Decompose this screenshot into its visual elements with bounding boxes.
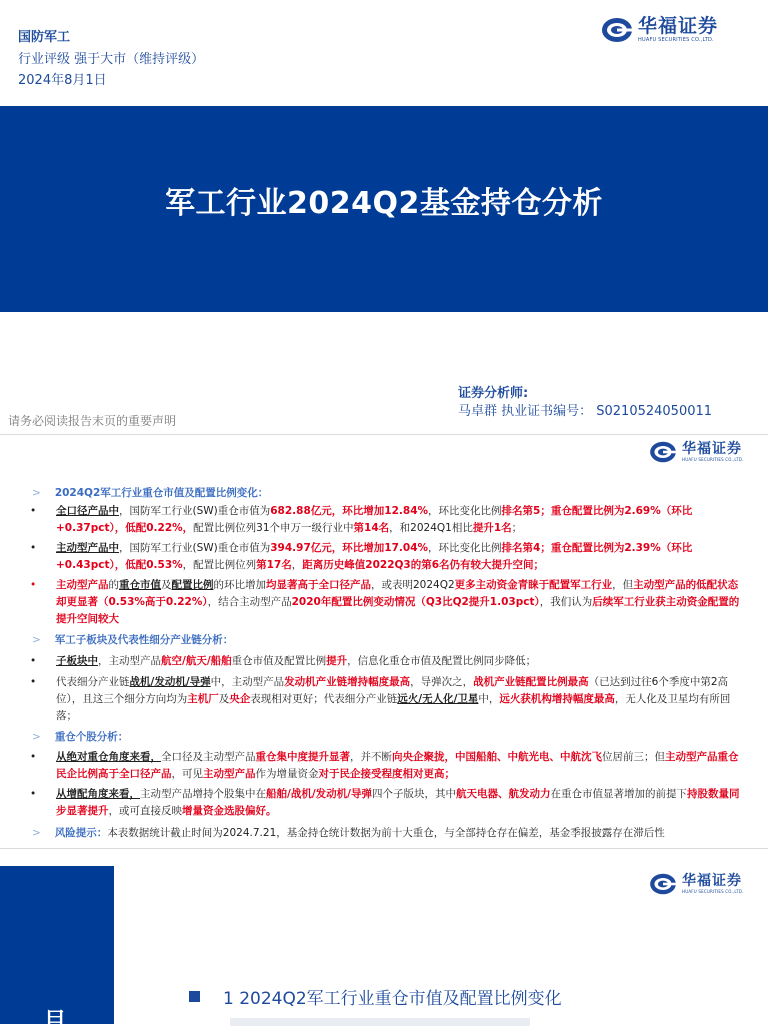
body-text: ，导弹次之， (410, 676, 474, 688)
emphasis-text: 战机/发动机/导弹 (129, 676, 211, 688)
bullet-item (30, 653, 740, 670)
bullet-icon: • (30, 676, 37, 688)
highlight-text: 主动型产品 (56, 579, 109, 591)
body-text: ，环比变化比例 (428, 505, 502, 517)
highlight-text: 重仓集中度提升显著 (255, 751, 350, 763)
report-title: 军工行业2024Q2基金持仓分析 (165, 186, 603, 221)
bullet-item-highlight (30, 577, 740, 628)
body-text: ，结合主动型产品 (207, 596, 292, 608)
highlight-text: 第17名 (256, 559, 292, 571)
highlight-text: 682.88亿元 (270, 505, 332, 517)
highlight-text: 主机厂 (187, 693, 219, 705)
body-text: ，配置比例位列 (182, 559, 257, 571)
logo-english-name: HUAFU SECURITIES CO.,LTD. (682, 889, 744, 894)
disclaimer-note: 请务必阅读报告末页的重要声明 (8, 414, 177, 428)
body-text: 作为增量资金 (255, 768, 319, 780)
body-text: ，无人化及卫星均有所回落； (56, 693, 731, 722)
highlight-text: 均显著高于全口径产品 (266, 579, 371, 591)
section-heading (32, 632, 233, 647)
toc-side-glyph: 目 (44, 1009, 67, 1034)
highlight-text: 央企 (229, 693, 251, 705)
bullet-item (30, 540, 740, 574)
body-text: 主动型产品增持个股集中在 (140, 788, 266, 800)
highlight-text: 增量资金选股偏好。 (182, 805, 277, 817)
arrow-icon: > (32, 731, 41, 743)
body-text: ，可见 (171, 768, 203, 780)
highlight-text: 持股数量同步显著提升 (56, 788, 740, 817)
section-title: 2024Q2军工行业重仓市值及配置比例变化： (54, 487, 269, 499)
highlight-text: 对于民企接受程度相对更高； (318, 768, 455, 780)
company-logo-small (648, 440, 744, 464)
body-text: 在重仓市值显著增加的前提下 (550, 788, 688, 800)
report-date: 2024年8月1日 (18, 73, 107, 88)
industry-rating: 行业评级 强于大市（维持评级） (18, 52, 205, 67)
body-text: ，并不断 (350, 751, 392, 763)
body-text: ， (291, 559, 303, 571)
body-text: 的 (108, 579, 119, 591)
huafu-logo-icon (648, 872, 678, 896)
arrow-icon: > (32, 634, 41, 646)
highlight-text: 2020年配置比例变动情况（Q3比Q2提升1.03pct） (291, 596, 540, 608)
body-text: ，环比变化比例 (428, 542, 502, 554)
logo-chinese-name: 华福证券 (638, 15, 719, 37)
body-text: 代表细分产业链 (56, 676, 130, 688)
report-category: 国防军工 (18, 30, 71, 45)
bullet-item (30, 674, 740, 725)
highlight-text: 394.97亿元 (270, 542, 332, 554)
highlight-text: 远火获机构增持幅度最高 (499, 693, 615, 705)
body-text: ，主动型产品 (98, 655, 161, 667)
body-text: 位居前三；但 (602, 751, 665, 763)
highlight-text: 重仓配置比例为2.39%（环比+0.43pct），低配0.53% (56, 542, 693, 571)
body-text: ，我们认为 (539, 596, 593, 608)
body-text: 重仓市值及配置比例 (231, 655, 327, 667)
risk-warning (32, 825, 752, 840)
risk-text: 本表数据统计截止时间为2024.7.21，基金持仓统计数据为前十大重仓，与全部持仓存在偏差，基金季报披露存在滞后性 (107, 827, 665, 839)
highlight-text: 后续军工行业获主动资金配置的提升空间较大 (56, 596, 740, 625)
company-logo (600, 16, 718, 44)
highlight-text: 航天电器、航发动力 (456, 788, 551, 800)
emphasis-text: 主动型产品中 (56, 542, 119, 554)
body-text: 的环比增加 (213, 579, 266, 591)
bullet-item (30, 503, 740, 537)
company-logo-small (648, 872, 744, 896)
highlight-text: 发动机产业链增持幅度最高 (284, 676, 411, 688)
body-text: 全口径及主动型产品 (161, 751, 256, 763)
body-text: ，但 (612, 579, 634, 591)
bullet-icon: • (30, 505, 37, 517)
huafu-logo-icon (600, 16, 634, 44)
highlight-text: 战机产业链配置比例最高 (473, 676, 589, 688)
highlight-text: 航空/航天/船舶 (161, 655, 232, 667)
highlight-text: 提升1名 (472, 522, 512, 534)
section-title: 重仓个股分析： (54, 731, 129, 743)
highlight-text: 主动型产品 (203, 768, 256, 780)
body-text: ，或可直接反映 (108, 805, 182, 817)
slide-divider (0, 848, 768, 849)
analyst-info: 马卓群 执业证书编号： S0210524050011 (458, 404, 713, 419)
bullet-icon: • (30, 655, 37, 667)
body-text: ，国防军工行业(SW)重仓市值为 (119, 505, 271, 517)
bullet-icon: • (30, 542, 37, 554)
highlight-text: 更多主动资金青睐于配置军工行业 (454, 579, 613, 591)
section-title: 军工子板块及代表性细分产业链分析： (54, 634, 234, 646)
body-text: 中， (478, 693, 500, 705)
emphasis-text: 远火/无人化/卫星 (397, 693, 479, 705)
emphasis-text: 从增配角度来看， (56, 788, 140, 800)
toc-item-cropped (230, 1018, 530, 1026)
logo-chinese-name: 华福证券 (682, 873, 742, 889)
highlight-text: 第14名 (353, 522, 390, 534)
highlight-text: 提升 (326, 655, 348, 667)
body-text: 四个子版块，其中 (372, 788, 457, 800)
highlight-text: 重仓配置比例为2.69%（环比+0.37pct），低配0.22%， (56, 505, 693, 534)
body-text: ，或表明2024Q2 (371, 579, 455, 591)
huafu-logo-icon (648, 440, 678, 464)
body-text: 及 (161, 579, 172, 591)
body-text: 及 (218, 693, 230, 705)
body-text: 配置比例位列31个申万一级行业中 (193, 522, 354, 534)
bullet-icon: • (30, 788, 37, 800)
emphasis-text: 全口径产品中 (56, 505, 119, 517)
body-text: （已达到过往6个季度中第2高位），且这三个细分方向均为 (56, 676, 729, 705)
toc-side-block (0, 866, 114, 1024)
highlight-text: ，环比增加12.84% (331, 505, 429, 517)
highlight-text: 向央企聚拢，中国船舶、中航光电、中航沈飞 (392, 751, 602, 763)
arrow-icon: > (32, 827, 41, 839)
highlight-text: 主动型产品重仓民企比例高于全口径产品 (56, 751, 739, 780)
emphasis-text: 子板块中 (56, 655, 98, 667)
bullet-item (30, 786, 740, 820)
highlight-text: 船舶/战机/发动机/导弹 (266, 788, 373, 800)
highlight-text: 主动型产品的低配状态却更显著（0.53%高于0.22%） (56, 579, 739, 608)
body-text: ，信息化重仓市值及配置比例同步降低； (347, 655, 537, 667)
highlight-text: ，环比增加17.04% (331, 542, 429, 554)
bullet-icon: • (30, 579, 37, 591)
body-text: ； (511, 522, 523, 534)
highlight-text: 排名第4； (501, 542, 551, 554)
bullet-item (30, 749, 740, 783)
body-text: ，和2024Q1相比 (389, 522, 473, 534)
emphasis-text: 从绝对重仓角度来看， (56, 751, 161, 763)
highlight-text: 排名第5； (501, 505, 551, 517)
toc-bullet-icon (189, 991, 200, 1002)
emphasis-text: 配置比例 (171, 579, 214, 591)
body-text: 中，主动型产品 (210, 676, 285, 688)
logo-english-name: HUAFU SECURITIES CO.,LTD. (682, 457, 744, 462)
emphasis-text: 重仓市值 (119, 579, 161, 591)
section-heading (32, 729, 128, 744)
body-text: 表现相对更好；代表细分产业链 (250, 693, 398, 705)
body-text: ，国防军工行业(SW)重仓市值为 (119, 542, 271, 554)
arrow-icon: > (32, 487, 41, 499)
toc-item[interactable]: 1 2024Q2军工行业重仓市值及配置比例变化 (223, 989, 562, 1009)
logo-english-name: HUAFU SECURITIES CO.,LTD. (638, 37, 714, 43)
slide-divider (0, 434, 768, 435)
section-heading (32, 485, 268, 500)
analyst-heading: 证券分析师: (458, 386, 529, 401)
risk-label: 风险提示： (54, 827, 108, 839)
logo-chinese-name: 华福证券 (682, 441, 742, 457)
highlight-text: 距离历史峰值2022Q3的第6名仍有较大提升空间； (302, 559, 545, 571)
bullet-icon: • (30, 751, 37, 763)
